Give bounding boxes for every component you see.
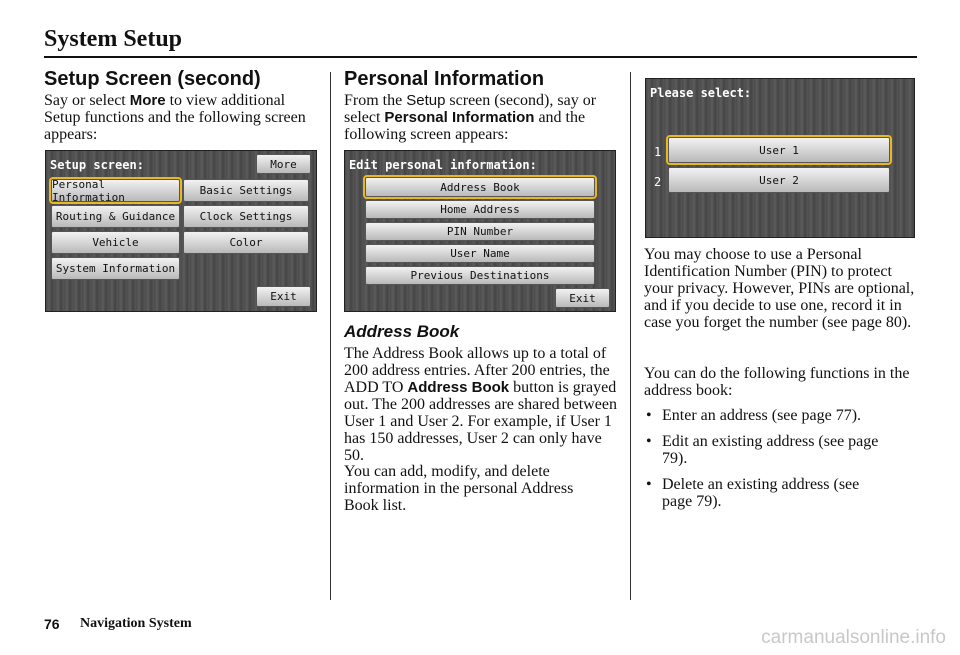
- functions-list: [644, 407, 879, 519]
- pin-number-button[interactable]: PIN Number: [365, 222, 595, 241]
- setup-screen-heading: Setup Screen (second): [44, 68, 261, 90]
- basic-settings-button[interactable]: Basic Settings: [183, 179, 309, 202]
- vehicle-button[interactable]: Vehicle: [51, 231, 180, 254]
- screen-title: Edit personal information:: [349, 158, 537, 172]
- list-item: • Enter an address (see page 77).: [644, 407, 879, 424]
- column-divider-2: [630, 72, 631, 600]
- footer-label: Navigation System: [80, 616, 192, 631]
- home-address-button[interactable]: Home Address: [365, 200, 595, 219]
- user-1-number: 1: [654, 145, 662, 159]
- page-number: 76: [44, 616, 60, 632]
- watermark: carmanualsonline.info: [761, 627, 946, 648]
- setup-screen-image: [45, 150, 317, 312]
- please-select-screen-image: [645, 78, 915, 238]
- user-2-number: 2: [654, 175, 662, 189]
- user-2-button[interactable]: User 2: [668, 167, 890, 193]
- list-item: • Delete an existing address (see page 79).: [644, 476, 879, 510]
- address-book-subheading: Address Book: [344, 322, 460, 341]
- functions-paragraph: You can do the following functions in the address book:: [644, 365, 910, 399]
- previous-destinations-button[interactable]: Previous Destinations: [365, 266, 595, 285]
- list-item: • Edit an existing address (see page 79).: [644, 433, 879, 467]
- setup-intro: Say or select More to view additional Setup functions and the following screen appears:: [44, 92, 306, 143]
- screen-title: Please select:: [650, 86, 752, 100]
- personal-information-heading: Personal Information: [344, 68, 545, 90]
- address-book-paragraph: The Address Book allows up to a total of 200 address entries. After 200 entries, the ADD TO Address Book button is grayed out. The 200 addresses are shared between User 1 and User 2. For example, if User 1 has 150 addresses, User 2 can only have 50.: [344, 345, 617, 464]
- screen-title: Setup screen:: [50, 158, 144, 172]
- column-divider-1: [330, 72, 331, 600]
- pin-paragraph: You may choose to use a Personal Identification Number (PIN) to protect your privacy. However, PINs are optional, and if you decide to use one, record it in case you forget the number (see page 80).: [644, 246, 915, 331]
- personal-info-intro: From the Setup screen (second), say or select Personal Information and the following screen appears:: [344, 92, 597, 143]
- user-name-button[interactable]: User Name: [365, 244, 595, 263]
- system-information-button[interactable]: System Information: [51, 257, 180, 280]
- routing-guidance-button[interactable]: Routing & Guidance: [51, 205, 180, 228]
- title-rule: [44, 56, 917, 58]
- exit-button[interactable]: Exit: [555, 288, 610, 308]
- user-1-button[interactable]: User 1: [668, 137, 890, 163]
- address-book-button[interactable]: Address Book: [365, 177, 595, 197]
- address-book-paragraph-2: You can add, modify, and delete information in the personal Address Book list.: [344, 463, 574, 514]
- personal-information-button[interactable]: Personal Information: [51, 179, 180, 202]
- more-button[interactable]: More: [256, 154, 311, 174]
- clock-settings-button[interactable]: Clock Settings: [183, 205, 309, 228]
- exit-button[interactable]: Exit: [256, 286, 311, 307]
- page-title: System Setup: [44, 26, 183, 52]
- color-button[interactable]: Color: [183, 231, 309, 254]
- edit-personal-info-screen-image: [344, 150, 616, 312]
